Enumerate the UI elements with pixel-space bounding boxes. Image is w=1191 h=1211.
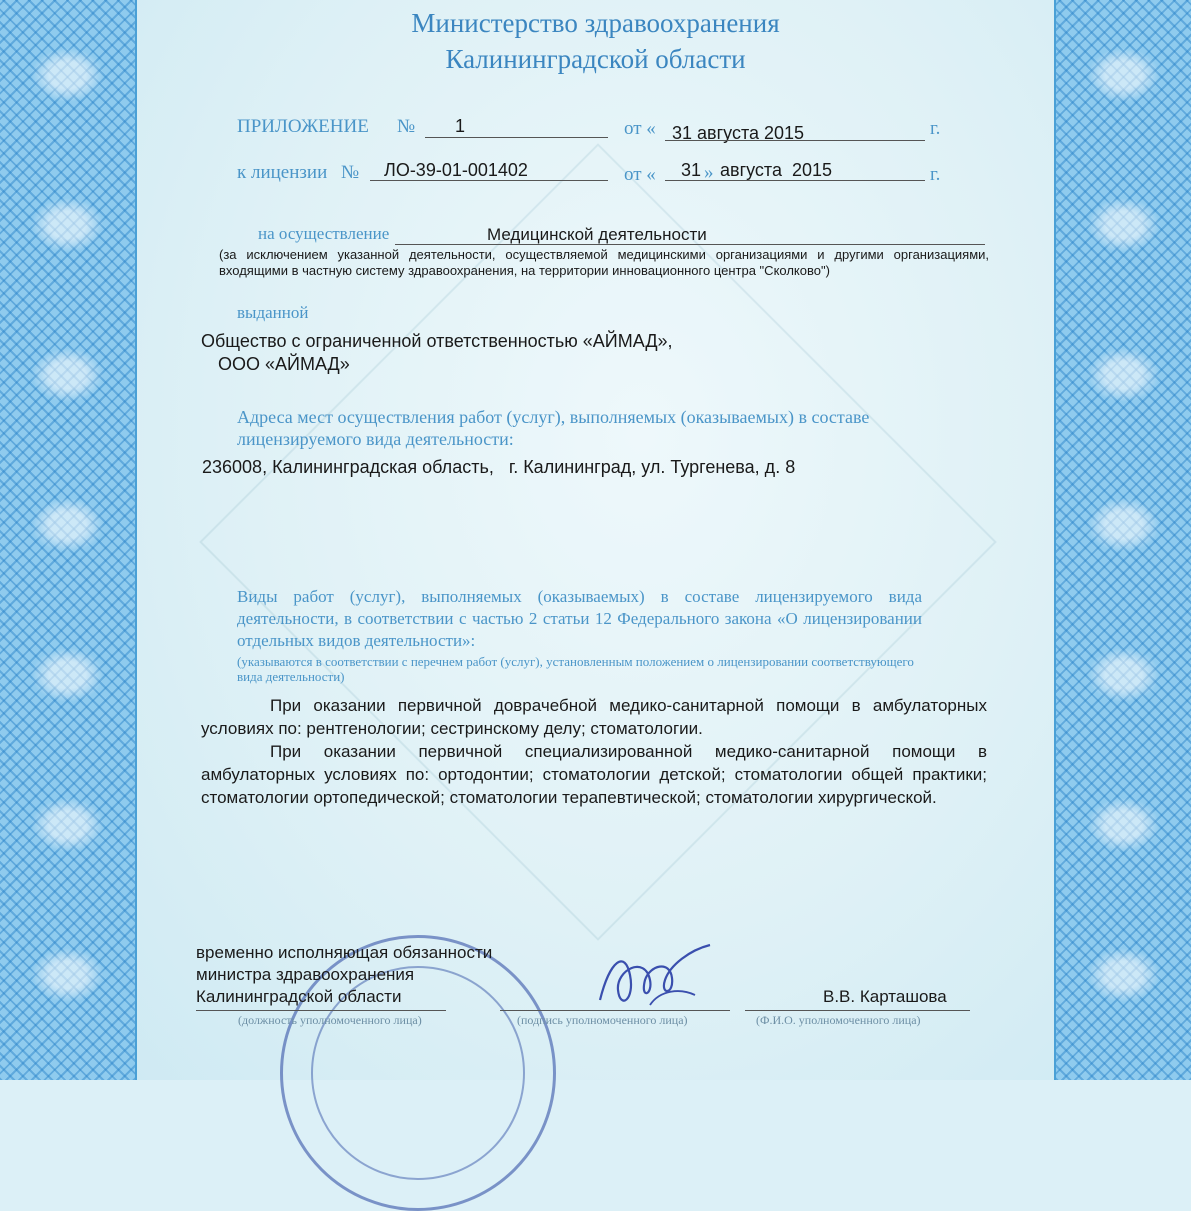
works-label: Виды работ (услуг), выполняемых (оказываемых) в составе лицензируемого вида деятельности, в соответствии с частью 2 статьи 12 Федерального закона «О лицензировании отдельных видов деятельности»: — [237, 587, 922, 650]
position-underline — [196, 1010, 446, 1011]
license-from-label: от « — [624, 164, 656, 185]
activity-label: на осуществление — [258, 224, 390, 243]
signer-name: В.В. Карташова — [823, 987, 947, 1006]
address-value: 236008, Калининградская область, г. Калининград, ул. Тургенева, д. 8 — [202, 457, 796, 477]
appendix-number: 1 — [455, 116, 466, 136]
organization-name: Общество с ограниченной ответственностью «АЙМАД», — [201, 331, 673, 351]
license-year-suffix: г. — [930, 164, 941, 185]
caption-signature: (подпись уполномоченного лица) — [517, 1013, 688, 1027]
activity-underline — [395, 244, 985, 245]
license-day-close: » — [704, 162, 714, 183]
license-month-year: августа 2015 — [720, 160, 833, 180]
handwritten-signature — [590, 940, 720, 1020]
caption-name: (Ф.И.О. уполномоченного лица) — [756, 1013, 921, 1027]
activity-note: (за исключением указанной деятельности, осуществляемой медицинскими организациями и другими организациями, входящими в частную систему здравоохранения, на территории инновационного центра "Сколково") — [219, 247, 989, 278]
appendix-number-underline — [425, 137, 608, 138]
works-paragraph-2: При оказании первичной специализированной медико-санитарной помощи в амбулаторных условиях по: ортодонтии; стоматологии детской; стоматологии общей практики; стоматологии ортопедической; стоматологии терапевтической; стоматологии хирургической. — [201, 742, 987, 807]
appendix-date-underline — [665, 140, 925, 141]
appendix-from-label: от « — [624, 118, 656, 139]
license-no-sign: № — [341, 162, 360, 183]
signer-position-line3: Калининградской области — [196, 987, 402, 1006]
organization-short-name: ООО «АЙМАД» — [218, 354, 350, 374]
license-number: ЛО-39-01-001402 — [384, 160, 528, 180]
issued-label: выданной — [237, 303, 309, 322]
license-date-underline — [665, 180, 925, 181]
appendix-label: ПРИЛОЖЕНИЕ — [237, 116, 369, 137]
appendix-no-sign: № — [397, 116, 416, 137]
ministry-title-line2: Калининградской области — [445, 44, 746, 74]
license-day: 31 — [681, 160, 702, 180]
appendix-date: 31 августа 2015 — [672, 123, 805, 143]
decorative-border-left — [0, 0, 137, 1080]
works-paragraph-1: При оказании первичной доврачебной медико-санитарной помощи в амбулаторных условиях по: рентгенологии; сестринскому делу; стоматологии. — [201, 696, 987, 738]
signer-position-line1: временно исполняющая обязанности — [196, 943, 493, 962]
license-label: к лицензии — [237, 162, 328, 183]
addresses-label: Адреса мест осуществления работ (услуг), выполняемых (оказываемых) в составе лицензируемого вида деятельности: — [237, 407, 870, 449]
name-underline — [745, 1010, 970, 1011]
appendix-year-suffix: г. — [930, 118, 941, 139]
signer-position-line2: министра здравоохранения — [196, 965, 415, 984]
activity-value: Медицинской деятельности — [487, 225, 707, 244]
caption-position: (должность уполномоченного лица) — [238, 1013, 422, 1027]
ministry-title-line1: Министерство здравоохранения — [411, 8, 780, 38]
license-number-underline — [370, 180, 608, 181]
decorative-border-right — [1054, 0, 1191, 1080]
works-note: (указываются в соответствии с перечнем работ (услуг), установленным положением о лицензировании соответствующего вида деятельности) — [237, 654, 914, 684]
